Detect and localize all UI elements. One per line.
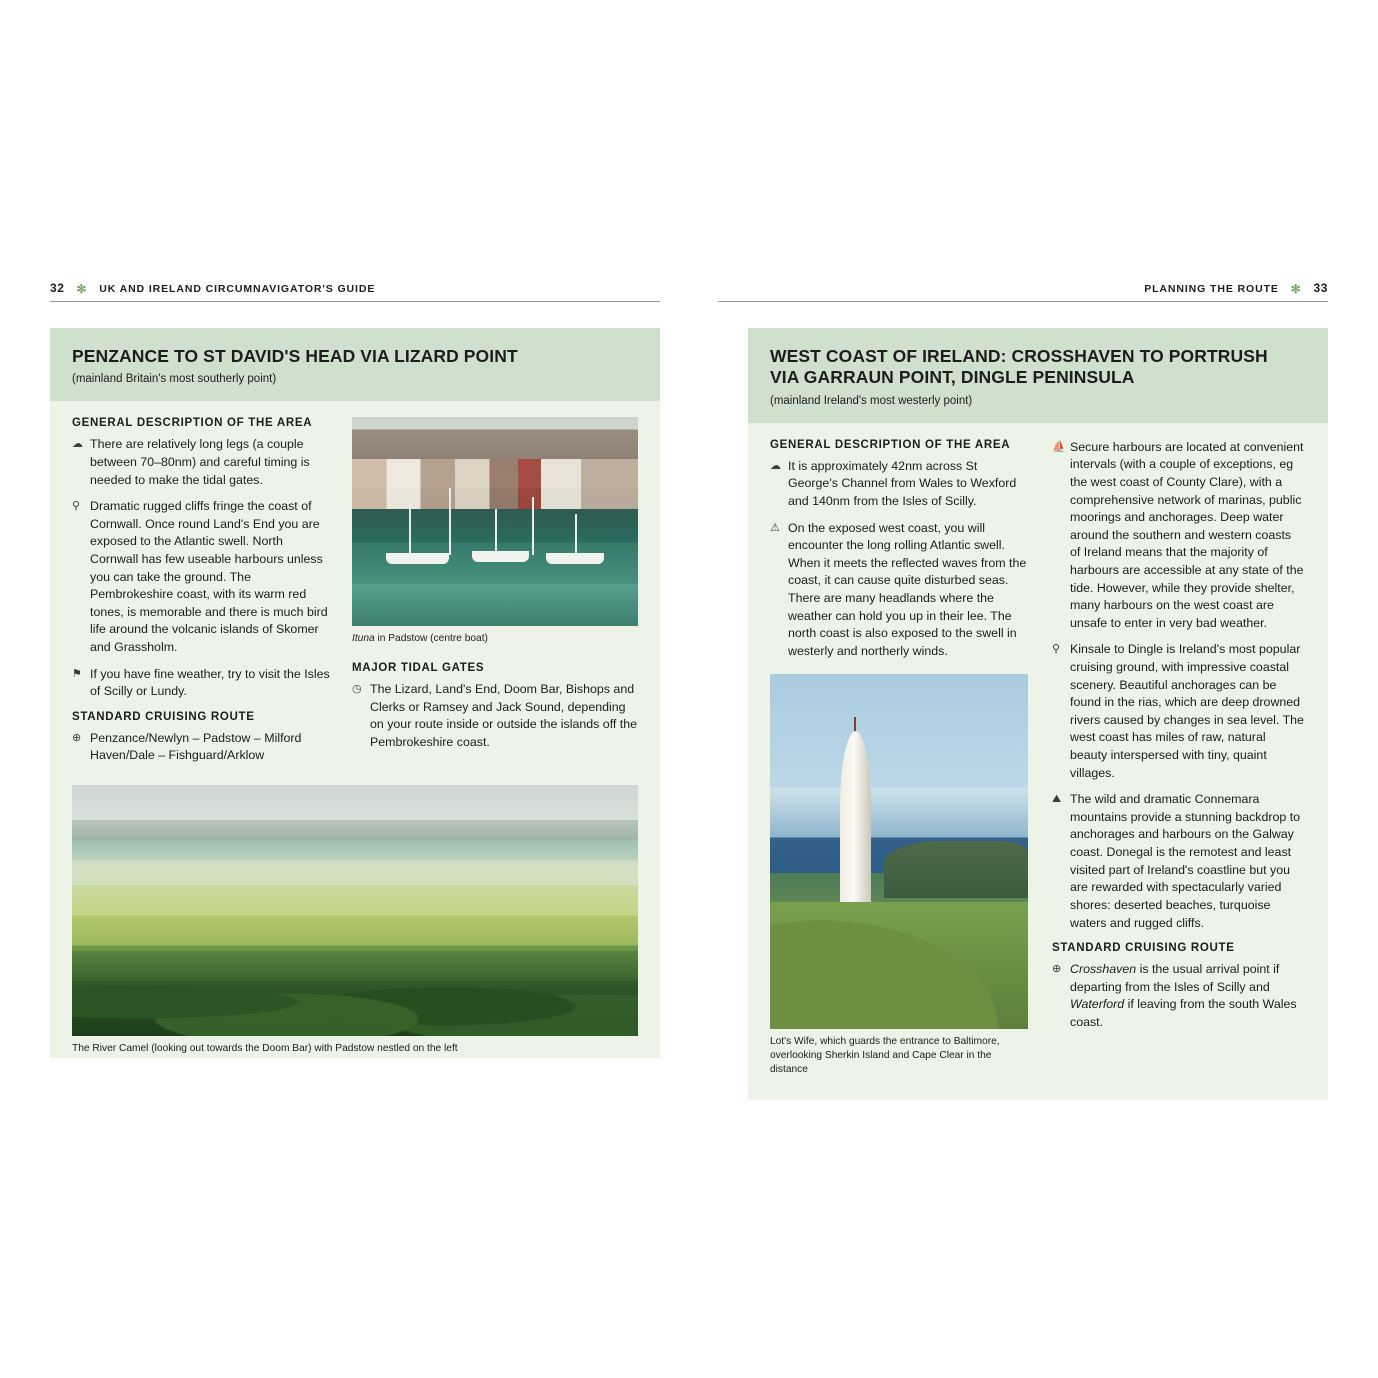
route-icon: ⊕ <box>1052 963 1062 976</box>
left-panel-text-column <box>72 417 330 775</box>
ornament-icon: ✻ <box>76 282 88 296</box>
list-item <box>770 520 1028 661</box>
right-panel-title-line2: VIA GARRAUN POINT, DINGLE PENINSULA <box>770 367 1135 388</box>
left-panel-header <box>50 328 660 401</box>
folio-right: 33 <box>1313 281 1328 295</box>
standard-cruising-route-list <box>72 730 330 765</box>
list-item-text: Secure harbours are located at convenient intervals (with a couple of exceptions, eg the west coast of County Clare), with a comprehensive network of marinas, public moorings and anchorages. Deep water around the southern and western coasts of Ireland means that the majority of harbours are accessible at any state of the tide. However, while they provide shelter, many harbours on the west coast are unsafe to enter in very bad weather. <box>1070 439 1304 630</box>
list-item <box>1052 791 1304 932</box>
standard-cruising-route-list <box>1052 961 1304 1031</box>
list-item <box>72 666 330 701</box>
route-post-text: if leaving from the south Wales coast. <box>1070 997 1297 1029</box>
general-description-list <box>72 436 330 701</box>
harbour-icon: ⛵ <box>1052 440 1066 453</box>
list-item-text: Penzance/Newlyn – Padstow – Milford Haven/Dale – Fishguard/Arklow <box>90 730 302 763</box>
list-item <box>1052 961 1304 1031</box>
list-item <box>72 436 330 489</box>
major-tidal-gates-list <box>352 681 638 751</box>
right-panel-header <box>748 328 1328 423</box>
harbours-list <box>1052 439 1304 932</box>
padstow-photo-caption <box>352 632 638 646</box>
running-head-right <box>1144 281 1328 295</box>
caption-italic: Ituna <box>352 633 375 645</box>
right-panel-column-left <box>770 439 1028 1077</box>
route-italic-waterford: Waterford <box>1070 997 1125 1012</box>
route-mid-text: is the usual arrival point if departing from the Isles of Scilly and <box>1070 962 1280 994</box>
section-heading-standard-cruising-route: STANDARD CRUISING ROUTE <box>72 710 255 723</box>
river-camel-photo <box>72 785 638 1036</box>
flag-icon: ⚑ <box>72 667 82 680</box>
ornament-icon: ✻ <box>1290 282 1302 296</box>
list-item-text: Dramatic rugged cliffs fringe the coast of Cornwall. Once round Land's End you are exposed to the Atlantic swell. North Cornwall has few useable harbours unless you can take the ground. The Pembrokeshire coast, with its warm red tones, is memorable and there is much bird life around the volcanic islands of Skomer and Grassholm. <box>90 499 328 655</box>
section-heading-general-description: GENERAL DESCRIPTION OF THE AREA <box>72 417 313 430</box>
running-head-left <box>50 281 375 295</box>
right-panel-column-right <box>1052 439 1304 1042</box>
list-item <box>770 458 1028 511</box>
padstow-harbour-photo <box>352 417 638 626</box>
left-panel-subtitle: (mainland Britain's most southerly point) <box>72 373 277 386</box>
folio-left: 32 <box>50 281 65 295</box>
list-item <box>1052 439 1304 633</box>
weather-icon: ☁ <box>770 459 781 472</box>
mountain-icon: ⛰ <box>1052 793 1062 806</box>
list-item-text: There are relatively long legs (a couple between 70–80nm) and careful timing is needed to make the tidal gates. <box>90 437 310 487</box>
right-panel-body <box>748 423 1328 1097</box>
list-item-text: Kinsale to Dingle is Ireland's most popular cruising ground, with impressive coastal scenery. Beautiful anchorages can be found in the rias, which are deep drowned rivers caused by changes in sea level. The west coast has miles of raw, natural beauty interspersed with tiny, quaint villages. <box>1070 642 1304 780</box>
list-item-text: If you have fine weather, try to visit the Isles of Scilly or Lundy. <box>90 666 330 699</box>
divider-right <box>718 301 1328 302</box>
pin-icon: ⚲ <box>72 500 81 513</box>
list-item <box>1052 641 1304 782</box>
clock-icon: ◷ <box>352 683 362 696</box>
list-item-text <box>1070 962 1297 1029</box>
list-item-text: It is approximately 42nm across St George's Channel from Wales to Wexford and 140nm from the Isles of Scilly. <box>788 458 1017 508</box>
river-camel-photo-caption: The River Camel (looking out towards the Doom Bar) with Padstow nestled on the left <box>72 1043 458 1055</box>
route-icon: ⊕ <box>72 731 82 744</box>
left-panel-side-column <box>352 417 638 761</box>
warning-icon: ⚠ <box>770 521 780 534</box>
running-head-left-title: UK AND IRELAND CIRCUMNAVIGATOR'S GUIDE <box>99 283 376 295</box>
running-head-right-title: PLANNING THE ROUTE <box>1144 283 1279 295</box>
list-item-text: The Lizard, Land's End, Doom Bar, Bishops and Clerks or Ramsey and Jack Sound, depending on your route inside or outside the islands off the Pembrokeshire coast. <box>370 682 638 749</box>
left-panel <box>50 328 660 1058</box>
list-item-text: On the exposed west coast, you will encounter the long rolling Atlantic swell. When it meets the reflected waves from the coast, it can cause quite disturbed seas. There are many headlands where the weather can hold you up in their lee. The north coast is also exposed to the swell in westerly and northerly winds. <box>788 520 1027 658</box>
list-item <box>72 730 330 765</box>
left-panel-body <box>50 401 660 1076</box>
section-heading-general-description: GENERAL DESCRIPTION OF THE AREA <box>770 438 1011 451</box>
lots-wife-photo-caption: Lot's Wife, which guards the entrance to Baltimore, overlooking Sherkin Island and Cape Clear in the distance <box>770 1036 1000 1075</box>
section-heading-standard-cruising-route: STANDARD CRUISING ROUTE <box>1052 942 1235 955</box>
divider-left <box>50 301 660 302</box>
route-italic-crosshaven: Crosshaven <box>1070 962 1137 977</box>
lots-wife-beacon-photo <box>770 674 1028 1029</box>
pin-icon: ⚲ <box>1052 643 1061 656</box>
list-item <box>72 498 330 656</box>
right-panel-title-line1: WEST COAST OF IRELAND: CROSSHAVEN TO PORTRUSH <box>770 346 1268 366</box>
left-panel-title: PENZANCE TO ST DAVID'S HEAD VIA LIZARD POINT <box>72 346 518 366</box>
general-description-list <box>770 458 1028 661</box>
right-panel <box>748 328 1328 1100</box>
list-item <box>352 681 638 751</box>
right-panel-subtitle: (mainland Ireland's most westerly point) <box>770 394 973 407</box>
list-item-text: The wild and dramatic Connemara mountains provide a stunning backdrop to anchorages and harbours on the Galway coast. Donegal is the remotest and least visited part of Ireland's coastline but you are rewarded with spectacularly varied shores: deserted beaches, turquoise waters and rugged cliffs. <box>1070 792 1301 930</box>
section-heading-major-tidal-gates: MAJOR TIDAL GATES <box>352 662 485 675</box>
caption-rest: in Padstow (centre boat) <box>374 633 488 645</box>
weather-icon: ☁ <box>72 438 83 451</box>
